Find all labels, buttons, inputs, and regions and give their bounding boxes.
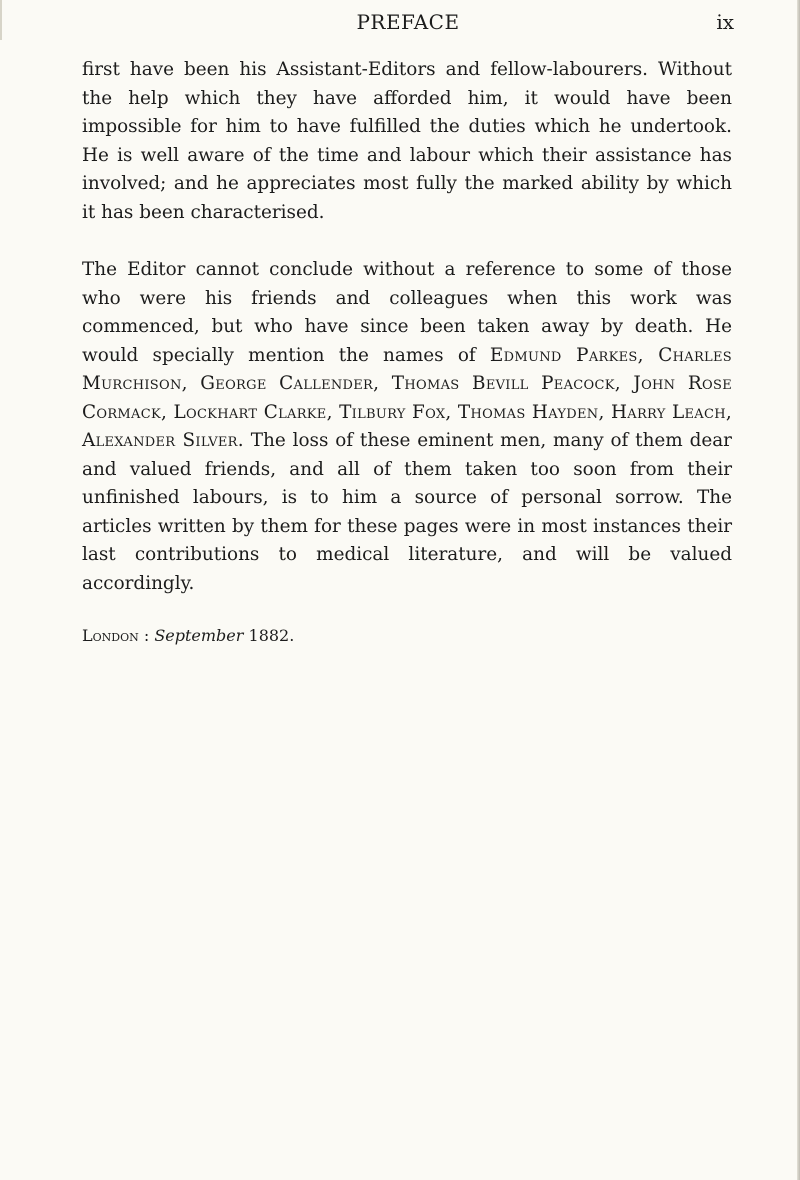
header-title: PREFACE <box>356 10 460 34</box>
signoff-line <box>82 624 732 648</box>
memorial-names: Edmund Parkes, Charles Murchison, George Callender, Thomas Bevill Peacock, John Rose Cormack, Lockhart Clarke, Tilbury Fox, Thomas Hayden, Harry Leach, Alexander Silver. <box>82 344 732 451</box>
paragraph-memorial <box>82 256 732 598</box>
page-edge-mark <box>0 0 2 40</box>
signoff-place: London <box>82 626 139 645</box>
signoff-month: September <box>154 626 244 645</box>
paragraph-assistant-editors: first have been his Assistant-Editors and fellow-labourers. Without the help which they have afforded him, it would have been impossible for him to have fulfilled the duties which he undertook. He is well aware of the time and labour which their assistance has involved; and he appreciates most fully the marked ability by which it has been characterised. <box>82 59 732 223</box>
memorial-intro: The Editor cannot conclude without a reference to some of those who were his friends and colleagues when this work was commenced, but who have since been taken away by death. He would specially mention the names of <box>82 259 732 366</box>
page-number: ix <box>716 10 734 34</box>
signoff-year: 1882. <box>248 626 295 645</box>
running-header <box>82 10 734 44</box>
preface-body <box>82 56 732 648</box>
signoff-separator: : <box>143 626 150 645</box>
memorial-rest: The loss of these eminent men, many of them dear and valued friends, and all of them taken too soon from their unfinished labours, is to him a source of personal sorrow. The articles written by them for these pages were in most instances their last contributions to medical literature, and will be valued accordingly. <box>82 430 732 594</box>
